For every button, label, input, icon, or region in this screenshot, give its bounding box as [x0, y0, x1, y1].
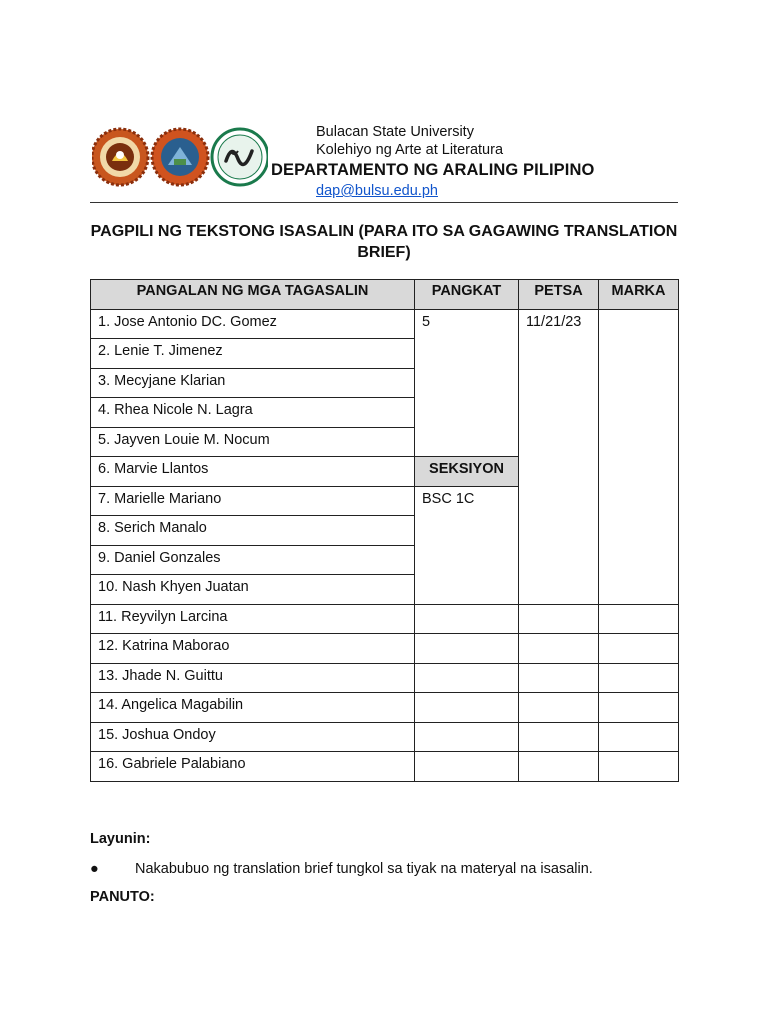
table-row — [91, 722, 679, 752]
empty-cell — [519, 634, 599, 664]
header-divider — [90, 202, 678, 203]
pangkat-value: 5 — [415, 309, 519, 457]
empty-cell — [519, 752, 599, 782]
header-pangalan: PANGALAN NG MGA TAGASALIN — [91, 280, 415, 310]
name-cell: 11. Reyvilyn Larcina — [91, 604, 415, 634]
layunin-text: Nakabubuo ng translation brief tungkol sa tiyak na materyal na isasalin. — [135, 861, 593, 877]
name-cell: 4. Rhea Nicole N. Lagra — [91, 398, 415, 428]
name-cell: 1. Jose Antonio DC. Gomez — [91, 309, 415, 339]
university-header — [316, 123, 503, 159]
table-row — [91, 309, 679, 339]
layunin-heading: Layunin: — [90, 831, 151, 847]
department-name: DEPARTAMENTO NG ARALING PILIPINO — [271, 161, 595, 179]
table-row — [91, 752, 679, 782]
empty-cell — [599, 663, 679, 693]
seksiyon-label: SEKSIYON — [415, 457, 519, 487]
empty-cell — [599, 752, 679, 782]
department-seal-icon — [212, 129, 268, 185]
name-cell: 13. Jhade N. Guittu — [91, 663, 415, 693]
empty-cell — [415, 693, 519, 723]
seksiyon-value: BSC 1C — [415, 486, 519, 604]
empty-cell — [519, 693, 599, 723]
name-cell: 15. Joshua Ondoy — [91, 722, 415, 752]
name-cell: 14. Angelica Magabilin — [91, 693, 415, 723]
empty-cell — [415, 663, 519, 693]
name-cell: 9. Daniel Gonzales — [91, 545, 415, 575]
empty-cell — [599, 604, 679, 634]
college-seal-icon — [152, 129, 208, 185]
name-cell: 7. Marielle Mariano — [91, 486, 415, 516]
university-logos — [92, 127, 268, 187]
empty-cell — [415, 722, 519, 752]
name-cell: 5. Jayven Louie M. Nocum — [91, 427, 415, 457]
empty-cell — [519, 663, 599, 693]
header-marka: MARKA — [599, 280, 679, 310]
petsa-value: 11/21/23 — [519, 309, 599, 604]
empty-cell — [415, 604, 519, 634]
empty-cell — [599, 634, 679, 664]
bullet-icon: ● — [90, 861, 99, 877]
empty-cell — [415, 634, 519, 664]
table-header-row — [91, 280, 679, 310]
table-row — [91, 693, 679, 723]
name-cell: 10. Nash Khyen Juatan — [91, 575, 415, 605]
email-link[interactable]: dap@bulsu.edu.ph — [316, 183, 438, 199]
name-cell: 3. Mecyjane Klarian — [91, 368, 415, 398]
header-petsa: PETSA — [519, 280, 599, 310]
empty-cell — [415, 752, 519, 782]
name-cell: 12. Katrina Maborao — [91, 634, 415, 664]
table-row — [91, 604, 679, 634]
name-cell: 6. Marvie Llantos — [91, 457, 415, 487]
translators-table — [90, 279, 679, 782]
name-cell: 8. Serich Manalo — [91, 516, 415, 546]
name-cell: 2. Lenie T. Jimenez — [91, 339, 415, 369]
empty-cell — [599, 693, 679, 723]
marka-cell — [599, 309, 679, 604]
document-title: PAGPILI NG TEKSTONG ISASALIN (PARA ITO SA GAGAWING TRANSLATION BRIEF) — [90, 223, 678, 261]
panuto-heading: PANUTO: — [90, 889, 155, 905]
header-pangkat: PANGKAT — [415, 280, 519, 310]
name-cell: 16. Gabriele Palabiano — [91, 752, 415, 782]
empty-cell — [519, 604, 599, 634]
college-name: Kolehiyo ng Arte at Literatura — [316, 142, 504, 158]
empty-cell — [599, 722, 679, 752]
layunin-item — [90, 861, 593, 877]
empty-cell — [519, 722, 599, 752]
table-row — [91, 663, 679, 693]
university-name: Bulacan State University — [316, 124, 474, 140]
table-row — [91, 634, 679, 664]
bulsu-seal-icon — [92, 129, 148, 185]
